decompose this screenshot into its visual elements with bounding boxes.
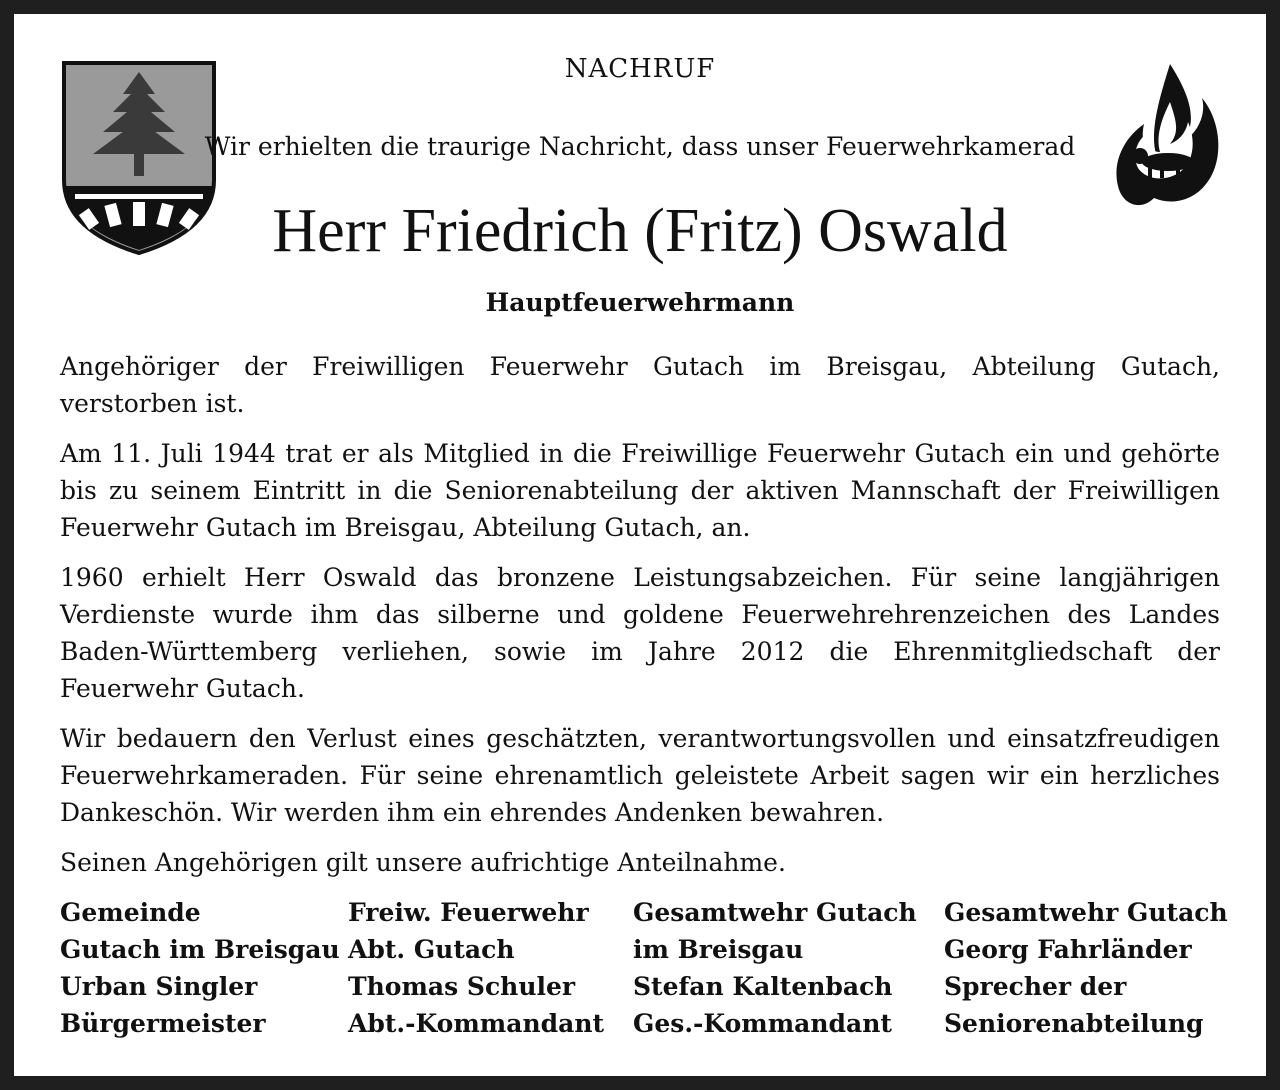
intro-line: Wir erhielten die traurige Nachricht, dass unser Feuerwehrkamerad	[204, 132, 1076, 161]
signature-line: Urban Singler	[60, 972, 258, 1001]
signature-fire-department	[348, 894, 604, 1042]
signature-municipality	[60, 894, 340, 1042]
signature-senior-department	[944, 894, 1228, 1042]
signature-line: Georg Fahrländer	[944, 935, 1192, 964]
signature-line: Gemeinde	[60, 898, 201, 927]
obituary-notice	[14, 14, 1266, 1076]
deceased-name: Herr Friedrich (Fritz) Oswald	[272, 197, 1008, 265]
signature-line: Ges.-Kommandant	[633, 1009, 892, 1038]
signature-line: Abt. Gutach	[348, 935, 515, 964]
notice-heading: NACHRUF	[564, 54, 716, 84]
paragraph: Am 11. Juli 1944 trat er als Mitglied in die Freiwillige Feuerwehr Gutach ein und gehörte bis zu seinem Eintritt in die Seniorenabteilung der aktiven Mannschaft der Freiwilligen Feuerwehr Gutach im Breisgau, Abteilung Gutach, an.	[60, 439, 1220, 542]
paragraph: 1960 erhielt Herr Oswald das bronzene Leistungsabzeichen. Für seine langjährigen Verdienste wurde ihm das silberne und goldene Feuerwehrehrenzeichen des Landes Baden-Württemberg verliehen, sowie im Jahre 2012 die Ehrenmitgliedschaft der Feuerwehr Gutach.	[60, 563, 1220, 703]
paragraph: Wir bedauern den Verlust eines geschätzten, verantwortungsvollen und einsatzfreudigen Feuerwehrkameraden. Für seine ehrenamtlich geleistete Arbeit sagen wir ein herzliches Dankeschön. Wir werden ihm ein ehrendes Andenken bewahren.	[60, 724, 1220, 827]
obituary-body	[60, 348, 1220, 894]
signature-overall-brigade	[633, 894, 917, 1042]
signature-line: Thomas Schuler	[348, 972, 576, 1001]
signature-line: Gesamtwehr Gutach	[944, 898, 1228, 927]
signature-line: Stefan Kaltenbach	[633, 972, 893, 1001]
signature-line: Freiw. Feuerwehr	[348, 898, 589, 927]
signature-line: Seniorenabteilung	[944, 1009, 1204, 1038]
signature-line: Gesamtwehr Gutach	[633, 898, 917, 927]
paragraph: Angehöriger der Freiwilligen Feuerwehr Gutach im Breisgau, Abteilung Gutach, verstorben ist.	[60, 352, 1220, 418]
signature-line: Gutach im Breisgau	[60, 935, 340, 964]
signature-line: Bürgermeister	[60, 1009, 266, 1038]
paragraph: Seinen Angehörigen gilt unsere aufrichtige Anteilnahme.	[60, 848, 786, 877]
signature-line: Sprecher der	[944, 972, 1127, 1001]
signature-line: im Breisgau	[633, 935, 804, 964]
deceased-rank: Hauptfeuerwehrmann	[485, 288, 795, 317]
signature-line: Abt.-Kommandant	[348, 1009, 605, 1038]
